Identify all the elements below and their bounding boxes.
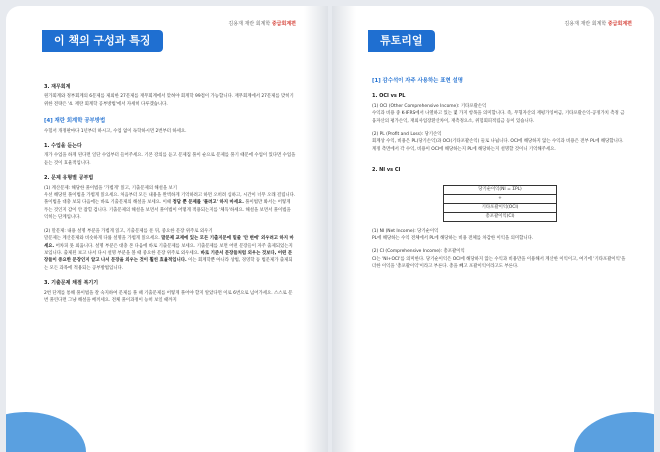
item-title: (2) 말문제: 내용 설명 부분을 가볍게 읽고, 기출문제를 푼 뒤, 중요한 문장 위주로 외우기 (44, 228, 213, 234)
item-emphasis: 말문제 교재에 있는 모든 기출지문에 밑줄 '안 변에' 외우려고 하지 마세요. (44, 236, 294, 249)
paragraph (372, 131, 628, 153)
corner-decoration (574, 412, 654, 452)
running-header-title: 김용재 재란 회계학 (564, 21, 607, 27)
heading-ni-vs-ci: 2. NI vs CI (372, 167, 401, 174)
running-header (228, 20, 296, 27)
heading-financial-accounting: 3. 재무회계 (44, 84, 71, 90)
corner-decoration (6, 412, 86, 452)
paragraph (372, 228, 628, 243)
item-title: (1) OCI (Other Comprehensive Income): 기타포괄손익 (372, 103, 487, 109)
running-header (564, 20, 632, 27)
income-diagram (443, 185, 557, 222)
diagram-oci: 기타포괄이익(OCI) (444, 204, 556, 213)
item-text: 이는 회계학뿐 아니라 상법, 경영학 등 법문제가 출제되는 모든 과목에 적용되는 공부방법입니다. (44, 258, 293, 271)
paragraph (44, 185, 296, 222)
item-text: 회계상 수익, 비용은 PL(당기손익)과 OCI(기타포괄손익) 둘로 나뉩니다. OCI에 해당하지 않는 수익과 비용은 전부 PL에 해당합니다. 계정 측면에서 각 수익, 비용이 OCI에 해당하는지 PL에 해당하는지 설명할 것이니 기억해주세요. (372, 139, 624, 152)
running-header-accent: 중급회계편 (607, 21, 632, 27)
section-title: 이 책의 구성과 특징 (42, 30, 163, 52)
right-page (332, 6, 654, 452)
item-emphasis: 바로 기준서 문장들처럼 외우는 것보다, 어떤 문장들이 중요한 문장인지 알고 나서 문장을 외우는 것이 훨씬 효율적입니다. (44, 250, 293, 264)
item-text: PL에 해당하는 수익 전체에서 PL에 해당하는 비용 전체를 차감한 이익을 의미합니다. (372, 236, 534, 242)
paragraph: 개가 수업을 하게 된다면 일단 수업부터 들어주세요. 기본 강의를 듣고 문제집 풀이 순으로 문제를 풀기 때문에 수업이 있다면 수업을 듣는 것이 효율적입니다. (44, 153, 296, 166)
paragraph: 수험서 개정판마다 1년부터 하시고, 수업 없이 독학하시면 2번부터 하세요. (44, 128, 187, 134)
paragraph: 2번 단계를 통해 풀이법을 잘 숙지하여 문제를 풀 때 기출문제를 어떻게 풀어야 할지 알았다면 이로 6번으로 넘어가세요. 스스로 문 번 풀린다면 그냥 해설을 베끼세요. 전체 풀이과정이 능히 보일 때까지 (44, 290, 293, 303)
running-header-accent: 중급회계편 (271, 21, 296, 27)
paragraph (44, 228, 296, 272)
heading-lecture: 1. 수업을 듣는다 (44, 143, 82, 150)
right-content (372, 76, 628, 271)
item-emphasis: 정답 뿐 문제를 '풀려고' 하지 마세요. (172, 200, 244, 206)
left-content (44, 76, 296, 304)
diagram-net-income: 당기순이익(NI = ΣPL) (444, 186, 556, 195)
item-text: 말문제는 계산문제와 비슷하게 다룹 설명을 가볍게 읽으세요. (44, 236, 160, 242)
item-title: (2) CI (Comprehensive Income): 총포괄이익 (372, 249, 465, 255)
paragraph: 원가회계와 정부회계의 6문제를 제외한 27문제를 재무회계에서 맞혀야 회계학 99점이 가능합니다. 재무회계에서 27문제를 맞히기 위한 전략은 '4. 재란 회계학 공부방법'에서 자세히 다루겠습니다. (44, 94, 294, 107)
item-text: 풀이법만 봐서는 어떻게 푸는 것인지 감이 안 잡힐 겁니다. 기출문제의 해설을 보면서 풀이법이 어떻게 적용되는지를 '체득'하세요. 해설을 보면서 풀이법을 익히는 단계입니다. (44, 200, 291, 221)
item-title: (1) NI (Net Income): 당기순이익 (372, 228, 439, 234)
item-text: CI는 'NI+OCI'를 의미한다. 당기순이익은 OCI에 해당하지 않는 수익과 비용만을 이용해서 계산한 이익이고, 여기에 '기타포괄이익'을 더한 이익을 '총포괄이익'이라고 부른다. 총을 빼고 포괄이익이라고도 부른다. (372, 256, 626, 270)
diagram-ci: 총포괄이익(CI) (485, 213, 515, 219)
heading-study-method: [4] 재란 회계학 공부방법 (44, 118, 106, 125)
section-title: 튜토리얼 (368, 30, 435, 52)
diagram-plus: + (444, 195, 556, 204)
heading-past-exams: 3. 기출문제 채점 복기기 (44, 280, 99, 287)
paragraph (372, 248, 628, 270)
item-text: 우선 해당된 풀이법을 가볍게 읽으세요. 처음부터 모든 내용을 완벽하게 기억하려고 하면 오히려 심하고, 시간이 너무 오래 걸립니다. 풀이법을 대충 보되 다음에는 바로 기출문제의 해설을 보세요. 이때 (44, 193, 296, 206)
paragraph (372, 103, 628, 125)
item-title: (2) PL (Profit and Loss): 당기손익 (372, 132, 442, 138)
item-text: 어차피 못 외웁니다. 설명 부분은 대충 본 다음에 바로 기출문제를 보세요. 기출문제를 보면 어떤 문장들이 자주 출제되었는지 보입니다. 출제된 보고 나서 다시 설명 부분을 볼 때 중요한 문장 위주로 외우세요. (44, 243, 293, 256)
heading-oci-vs-pl: 1. OCI vs PL (372, 93, 406, 100)
item-title: (1) 계산문제: 해당한 풀이법을 '가볍게' 읽고, 기출문제의 해설을 보기 (44, 185, 177, 191)
item-text: 수익과 비용 중 K-IFRS에서 나열하고 있는 몇 가지 항목을 의미합니다. 즉, 무형자산의 재평가잉여금, 기타포괄손익-공정가치 측정 금융자산의 평가손익, 재외사업장환산차이, 재측정요소, 위험회피적립금 등이 있습니다. (372, 111, 625, 124)
left-page (6, 6, 328, 452)
running-header-title: 김용재 재란 회계학 (228, 21, 271, 27)
heading-problem-types: 2. 문제 유형별 공부법 (44, 175, 94, 182)
heading-expressions: [1] 감수석이 자주 사용하는 표현 설명 (372, 78, 463, 84)
